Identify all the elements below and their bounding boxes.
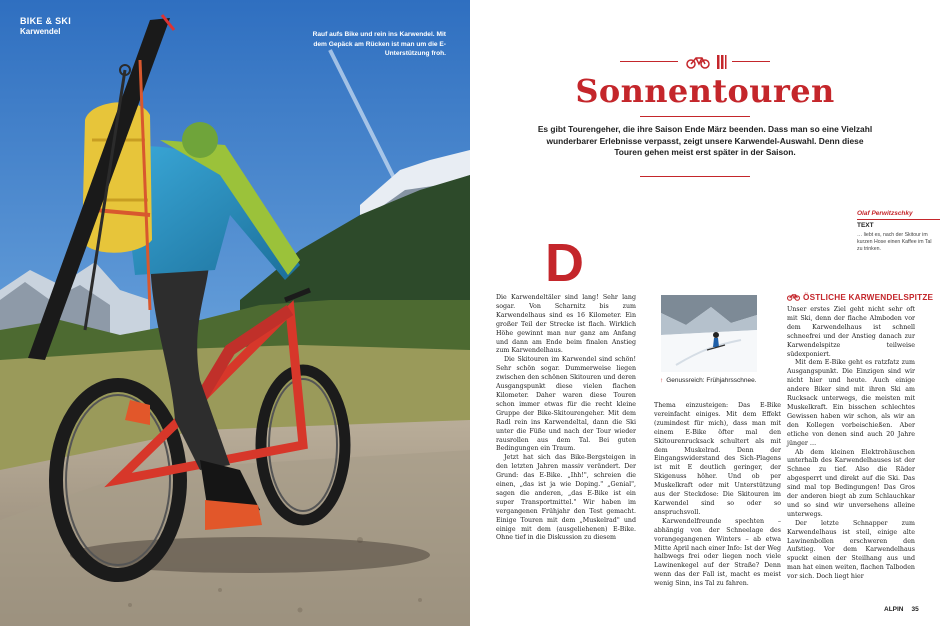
subhead [787, 293, 933, 302]
paragraph: Mit dem E-Bike geht es ratzfatz zum Ausgangspunkt. Die Einzigen sind wir nicht hier und heute. Auch einige andere Biker sind mit ihren Ski am Rucksack unterwegs, die meisten mit Muskelkraft. Ein bisschen schlechtes Gewissen haben wir schon, als wir an den Kollegen vorbeischießen. Aber etliche von denen sind auch 20 Jahre jünger … [787, 359, 915, 447]
title-icon-row [620, 55, 770, 69]
author-quote: … liebt es, nach der Skitour im kurzen Hose einen Kaffee im Tal zu trinken. [857, 232, 932, 252]
title-rule [640, 116, 750, 117]
text-column-1 [496, 294, 636, 543]
bike-icon [787, 293, 800, 301]
section-tag-label: BIKE & SKI [20, 16, 72, 26]
caption-arrow-icon: ↑ [660, 377, 664, 384]
footer-brand: ALPIN [884, 606, 904, 613]
lead-rule [640, 176, 750, 177]
author-credit [857, 210, 937, 253]
article-lead: Es gibt Tourengeher, die ihre Saison Ende März beenden. Dass man so eine Vielzahl wunderbarer Erlebnisse verpasst, zeigt unsere Karwendel-Auswahl. Denn diese Touren gehen meist erst später in der Saison. [537, 124, 873, 157]
credit-rule [857, 219, 940, 220]
drop-cap: D [545, 233, 584, 293]
text-column-3 [787, 306, 915, 582]
paragraph: Jetzt hat sich das Bike-Bergsteigen in den letzten Jahren massiv verändert. Der Grund: das E-Bike. „Ihh!", schreien die einen, „das ist ja wie Doping." „Genial", sagen die anderen, „das E-Bike ist ein super Transportmittel." Wir haben im vergangenen Frühjahr den Test gemacht. Einige Touren mit dem „Muskelrad" und einige mit dem (ausgeliehenen) E-Bike. Ohne tief in die Diskussion zu diesem [496, 454, 636, 542]
subhead-text: ÖSTLICHE KARWENDELSPITZE [803, 293, 934, 302]
paragraph: Die Karwendeltäler sind lang! Sehr lang sogar. Von Scharnitz bis zum Karwendelhaus sind es 16 Kilometer. Ein großer Teil der Strecke ist flach. Wirklich Höhe gewinnt man nur ganz am Anfang und dann am Ende beim finalen Anstieg zum Karwendelhaus. [496, 294, 636, 355]
text-column-2 [654, 402, 781, 589]
article-title: Sonnentouren [575, 72, 835, 110]
icon-rule-right [732, 61, 770, 62]
inset-caption [660, 377, 757, 384]
author-name: Olaf Perwitzschky [857, 210, 913, 217]
paragraph: Thema einzusteigen: Das E-Bike vereinfacht einiges. Mit dem Effekt (zumindest für mich), dass man mit einem E-Bike öfter mal den Skitourenrucksack schultert als mit dem Muskelrad. Denn der Eingangswiderstand des Sich-Plagens ist mit E deutlich geringer, der Skigenuss höher. Und ob per Muskelkraft oder mit Unterstützung aus der Steckdose: Die Skitouren im Karwendel sind so oder so anspruchsvoll. [654, 402, 781, 516]
paragraph: Der letzte Schnapper zum Karwendelhaus ist steil, einige alte Lawinenbollen erschweren den Aufstieg. Vor dem Karwendelhaus spuckt einen der Steilhang aus und man hat einen weiten, flachen Talboden vor sich. Doch liegt hier [787, 519, 915, 581]
paragraph: Ab dem kleinen Elektrohäuschen unterhalb des Karwendelhauses ist der Schnee zu tief. Also die Räder abgesperrt und direkt auf die Ski. Das sind mal top Bedingungen! Das Gros der anderen biegt ab zum Schlauchkar und so sind wir unversehens alleine unterwegs. [787, 448, 915, 518]
paragraph: Unser erstes Ziel geht nicht sehr oft mit Ski, denn der flache Almboden vor dem Karwendelhaus ist schnell schneefrei und der Anstieg danach zur Karwendelspitze teilweise südexponiert. [787, 306, 915, 358]
section-tag-sub: Karwendel [20, 27, 61, 36]
icon-rule-left [620, 61, 678, 62]
author-role: TEXT [857, 222, 874, 229]
ski-icon [716, 55, 728, 69]
bike-icon [686, 55, 710, 69]
photo-caption: Rauf aufs Bike und rein ins Karwendel. Mit dem Gepäck am Rücken ist man um die E-Unterstützung froh. [312, 31, 446, 57]
inset-photo-illustration [661, 295, 757, 372]
paragraph: Die Skitouren im Karwendel sind schön! Sehr schön sogar. Dummerweise liegen zwischen den schönen Skitouren und deren Ausgangspunkt diese vielen flachen Kilometer. Daher waren diese Touren schon immer etwas für die recht kleine Gruppe der Bike-Skitourengeher. Mit dem Radl rein ins Karwendeltal, dann die Ski unter die Füße und nach der Tour wieder rausrollen aus dem Tal. Bei guten Bedingungen ein Traum. [496, 356, 636, 453]
page-number: 35 [911, 606, 919, 613]
page-footer [884, 606, 919, 613]
inset-photo [661, 295, 757, 372]
inset-caption-text: Genussreich: Frühjahrsschnee. [666, 377, 757, 384]
section-tag [20, 16, 71, 36]
paragraph: Karwendelfreunde spechten – abhängig von der Schneelage des vorangegangenen Winters – ab etwa Mitte April nach einer Info: Ist der Weg halbwegs frei oder liegen noch viele Lawinenkegel auf der Straße? Denn wenn das der Fall ist, macht es meist wenig Sinn, ins Tal zu fahren. [654, 517, 781, 588]
